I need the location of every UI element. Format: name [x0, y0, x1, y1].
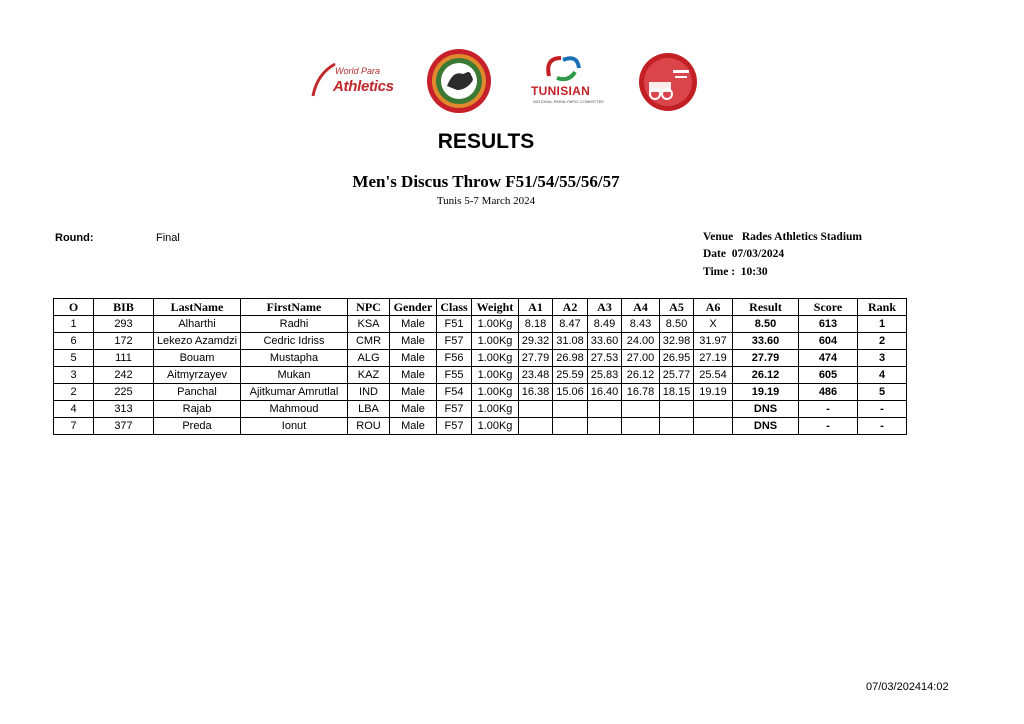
- table-cell: Panchal: [154, 384, 241, 401]
- tunisian-text: TUNISIAN: [531, 84, 591, 98]
- column-header: FirstName: [241, 299, 348, 316]
- table-cell: 1: [858, 316, 907, 333]
- tunisian-subtext: NATIONAL PARALYMPIC COMMITTEE: [533, 99, 604, 104]
- table-cell: 377: [94, 418, 154, 435]
- world-para-text: World Para: [335, 66, 381, 76]
- table-cell: Alharthi: [154, 316, 241, 333]
- agitos-icon: [527, 50, 599, 84]
- table-cell: 1.00Kg: [472, 384, 519, 401]
- table-cell: Bouam: [154, 350, 241, 367]
- round-value: Final: [156, 232, 180, 244]
- table-cell: 25.83: [588, 367, 622, 384]
- table-cell: 613: [799, 316, 858, 333]
- table-cell: 25.59: [553, 367, 588, 384]
- table-cell: 25.54: [694, 367, 733, 384]
- table-cell: 4: [858, 367, 907, 384]
- table-cell: 19.19: [694, 384, 733, 401]
- table-cell: 5: [858, 384, 907, 401]
- table-row: [54, 418, 907, 435]
- table-cell: F57: [437, 333, 472, 350]
- table-cell: [694, 401, 733, 418]
- table-cell: Male: [390, 350, 437, 367]
- table-row: [54, 367, 907, 384]
- table-cell: F55: [437, 367, 472, 384]
- table-cell: 293: [94, 316, 154, 333]
- round-label: Round:: [55, 232, 94, 244]
- table-row: [54, 316, 907, 333]
- table-cell: Male: [390, 333, 437, 350]
- table-row: [54, 350, 907, 367]
- column-header: Rank: [858, 299, 907, 316]
- table-cell: 19.19: [733, 384, 799, 401]
- results-table: [53, 298, 907, 435]
- table-cell: 26.12: [622, 367, 660, 384]
- table-cell: Male: [390, 418, 437, 435]
- table-cell: 23.48: [519, 367, 553, 384]
- table-cell: 474: [799, 350, 858, 367]
- column-header: BIB: [94, 299, 154, 316]
- table-cell: 27.00: [622, 350, 660, 367]
- table-cell: 313: [94, 401, 154, 418]
- table-cell: [660, 418, 694, 435]
- table-cell: 27.19: [694, 350, 733, 367]
- table-cell: F51: [437, 316, 472, 333]
- column-header: NPC: [348, 299, 390, 316]
- table-cell: Aitmyrzayev: [154, 367, 241, 384]
- table-cell: 25.77: [660, 367, 694, 384]
- page-title: RESULTS: [437, 130, 535, 153]
- table-cell: Cedric Idriss: [241, 333, 348, 350]
- column-header: Score: [799, 299, 858, 316]
- column-header: A6: [694, 299, 733, 316]
- time-info: Time : 10:30: [703, 266, 768, 278]
- table-cell: IND: [348, 384, 390, 401]
- table-cell: KAZ: [348, 367, 390, 384]
- table-cell: [553, 418, 588, 435]
- table-cell: 32.98: [660, 333, 694, 350]
- table-cell: Mustapha: [241, 350, 348, 367]
- table-cell: [622, 401, 660, 418]
- date-info: Date 07/03/2024: [703, 248, 785, 260]
- table-cell: 33.60: [733, 333, 799, 350]
- table-cell: Lekezo Azamdzi: [154, 333, 241, 350]
- table-cell: Male: [390, 401, 437, 418]
- column-header: A4: [622, 299, 660, 316]
- event-title: Men's Discus Throw F51/54/55/56/57: [352, 172, 620, 191]
- table-cell: ALG: [348, 350, 390, 367]
- table-cell: 27.53: [588, 350, 622, 367]
- table-cell: 26.12: [733, 367, 799, 384]
- table-cell: [588, 418, 622, 435]
- federation-seal-logo: [423, 48, 495, 114]
- table-cell: 26.95: [660, 350, 694, 367]
- column-header: Class: [437, 299, 472, 316]
- table-cell: [588, 401, 622, 418]
- table-cell: Preda: [154, 418, 241, 435]
- table-cell: ROU: [348, 418, 390, 435]
- table-cell: 26.98: [553, 350, 588, 367]
- column-header: O: [54, 299, 94, 316]
- table-cell: 8.43: [622, 316, 660, 333]
- table-header-row: [54, 299, 907, 316]
- table-cell: -: [858, 418, 907, 435]
- table-cell: KSA: [348, 316, 390, 333]
- table-cell: Ajitkumar Amrutlal: [241, 384, 348, 401]
- column-header: LastName: [154, 299, 241, 316]
- table-cell: 31.97: [694, 333, 733, 350]
- table-cell: Male: [390, 367, 437, 384]
- table-cell: 1.00Kg: [472, 350, 519, 367]
- column-header: Weight: [472, 299, 519, 316]
- table-cell: 3: [54, 367, 94, 384]
- column-header: Gender: [390, 299, 437, 316]
- table-cell: 1: [54, 316, 94, 333]
- table-cell: 31.08: [553, 333, 588, 350]
- table-cell: [622, 418, 660, 435]
- world-para-athletics-logo: [305, 58, 405, 104]
- table-cell: [660, 401, 694, 418]
- table-cell: 8.47: [553, 316, 588, 333]
- tunisian-paralympic-logo: [527, 50, 604, 112]
- table-cell: 8.50: [660, 316, 694, 333]
- table-cell: 1.00Kg: [472, 401, 519, 418]
- column-header: Result: [733, 299, 799, 316]
- athletics-text: Athletics: [333, 78, 394, 95]
- tunis-grand-prix-logo: [635, 52, 701, 112]
- table-cell: 242: [94, 367, 154, 384]
- event-subtitle: Tunis 5-7 March 2024: [436, 195, 536, 207]
- table-cell: 486: [799, 384, 858, 401]
- table-cell: 1.00Kg: [472, 418, 519, 435]
- column-header: A2: [553, 299, 588, 316]
- table-cell: -: [799, 401, 858, 418]
- table-cell: LBA: [348, 401, 390, 418]
- table-cell: [694, 418, 733, 435]
- table-cell: Male: [390, 316, 437, 333]
- column-header: A3: [588, 299, 622, 316]
- table-cell: 1.00Kg: [472, 316, 519, 333]
- table-cell: F57: [437, 401, 472, 418]
- table-cell: 172: [94, 333, 154, 350]
- table-cell: Ionut: [241, 418, 348, 435]
- logo-strip: [305, 48, 715, 118]
- table-row: [54, 333, 907, 350]
- table-cell: 16.78: [622, 384, 660, 401]
- table-cell: 2: [54, 384, 94, 401]
- table-cell: 5: [54, 350, 94, 367]
- table-cell: CMR: [348, 333, 390, 350]
- table-cell: 18.15: [660, 384, 694, 401]
- table-cell: 8.50: [733, 316, 799, 333]
- table-cell: Mahmoud: [241, 401, 348, 418]
- table-cell: 6: [54, 333, 94, 350]
- table-cell: 4: [54, 401, 94, 418]
- column-header: A5: [660, 299, 694, 316]
- table-cell: 604: [799, 333, 858, 350]
- table-row: [54, 384, 907, 401]
- table-cell: X: [694, 316, 733, 333]
- table-row: [54, 401, 907, 418]
- table-cell: 1.00Kg: [472, 333, 519, 350]
- table-cell: [519, 401, 553, 418]
- table-cell: 2: [858, 333, 907, 350]
- table-cell: 8.49: [588, 316, 622, 333]
- table-cell: 27.79: [733, 350, 799, 367]
- table-cell: 3: [858, 350, 907, 367]
- table-cell: [553, 401, 588, 418]
- table-cell: F57: [437, 418, 472, 435]
- table-cell: 605: [799, 367, 858, 384]
- table-cell: -: [858, 401, 907, 418]
- table-cell: 16.40: [588, 384, 622, 401]
- table-cell: Radhi: [241, 316, 348, 333]
- table-cell: 16.38: [519, 384, 553, 401]
- table-cell: 15.06: [553, 384, 588, 401]
- table-cell: -: [799, 418, 858, 435]
- table-cell: 1.00Kg: [472, 367, 519, 384]
- venue-info: Venue Rades Athletics Stadium: [703, 231, 862, 243]
- table-cell: DNS: [733, 418, 799, 435]
- table-cell: DNS: [733, 401, 799, 418]
- table-cell: 27.79: [519, 350, 553, 367]
- table-cell: 7: [54, 418, 94, 435]
- table-cell: F54: [437, 384, 472, 401]
- table-cell: 24.00: [622, 333, 660, 350]
- table-body: [54, 316, 907, 435]
- table-cell: 8.18: [519, 316, 553, 333]
- table-cell: 29.32: [519, 333, 553, 350]
- table-cell: 111: [94, 350, 154, 367]
- table-cell: Male: [390, 384, 437, 401]
- table-cell: 33.60: [588, 333, 622, 350]
- table-cell: 225: [94, 384, 154, 401]
- column-header: A1: [519, 299, 553, 316]
- table-cell: Mukan: [241, 367, 348, 384]
- table-cell: Rajab: [154, 401, 241, 418]
- table-cell: F56: [437, 350, 472, 367]
- print-timestamp: 07/03/202414:02: [866, 681, 949, 693]
- table-cell: [519, 418, 553, 435]
